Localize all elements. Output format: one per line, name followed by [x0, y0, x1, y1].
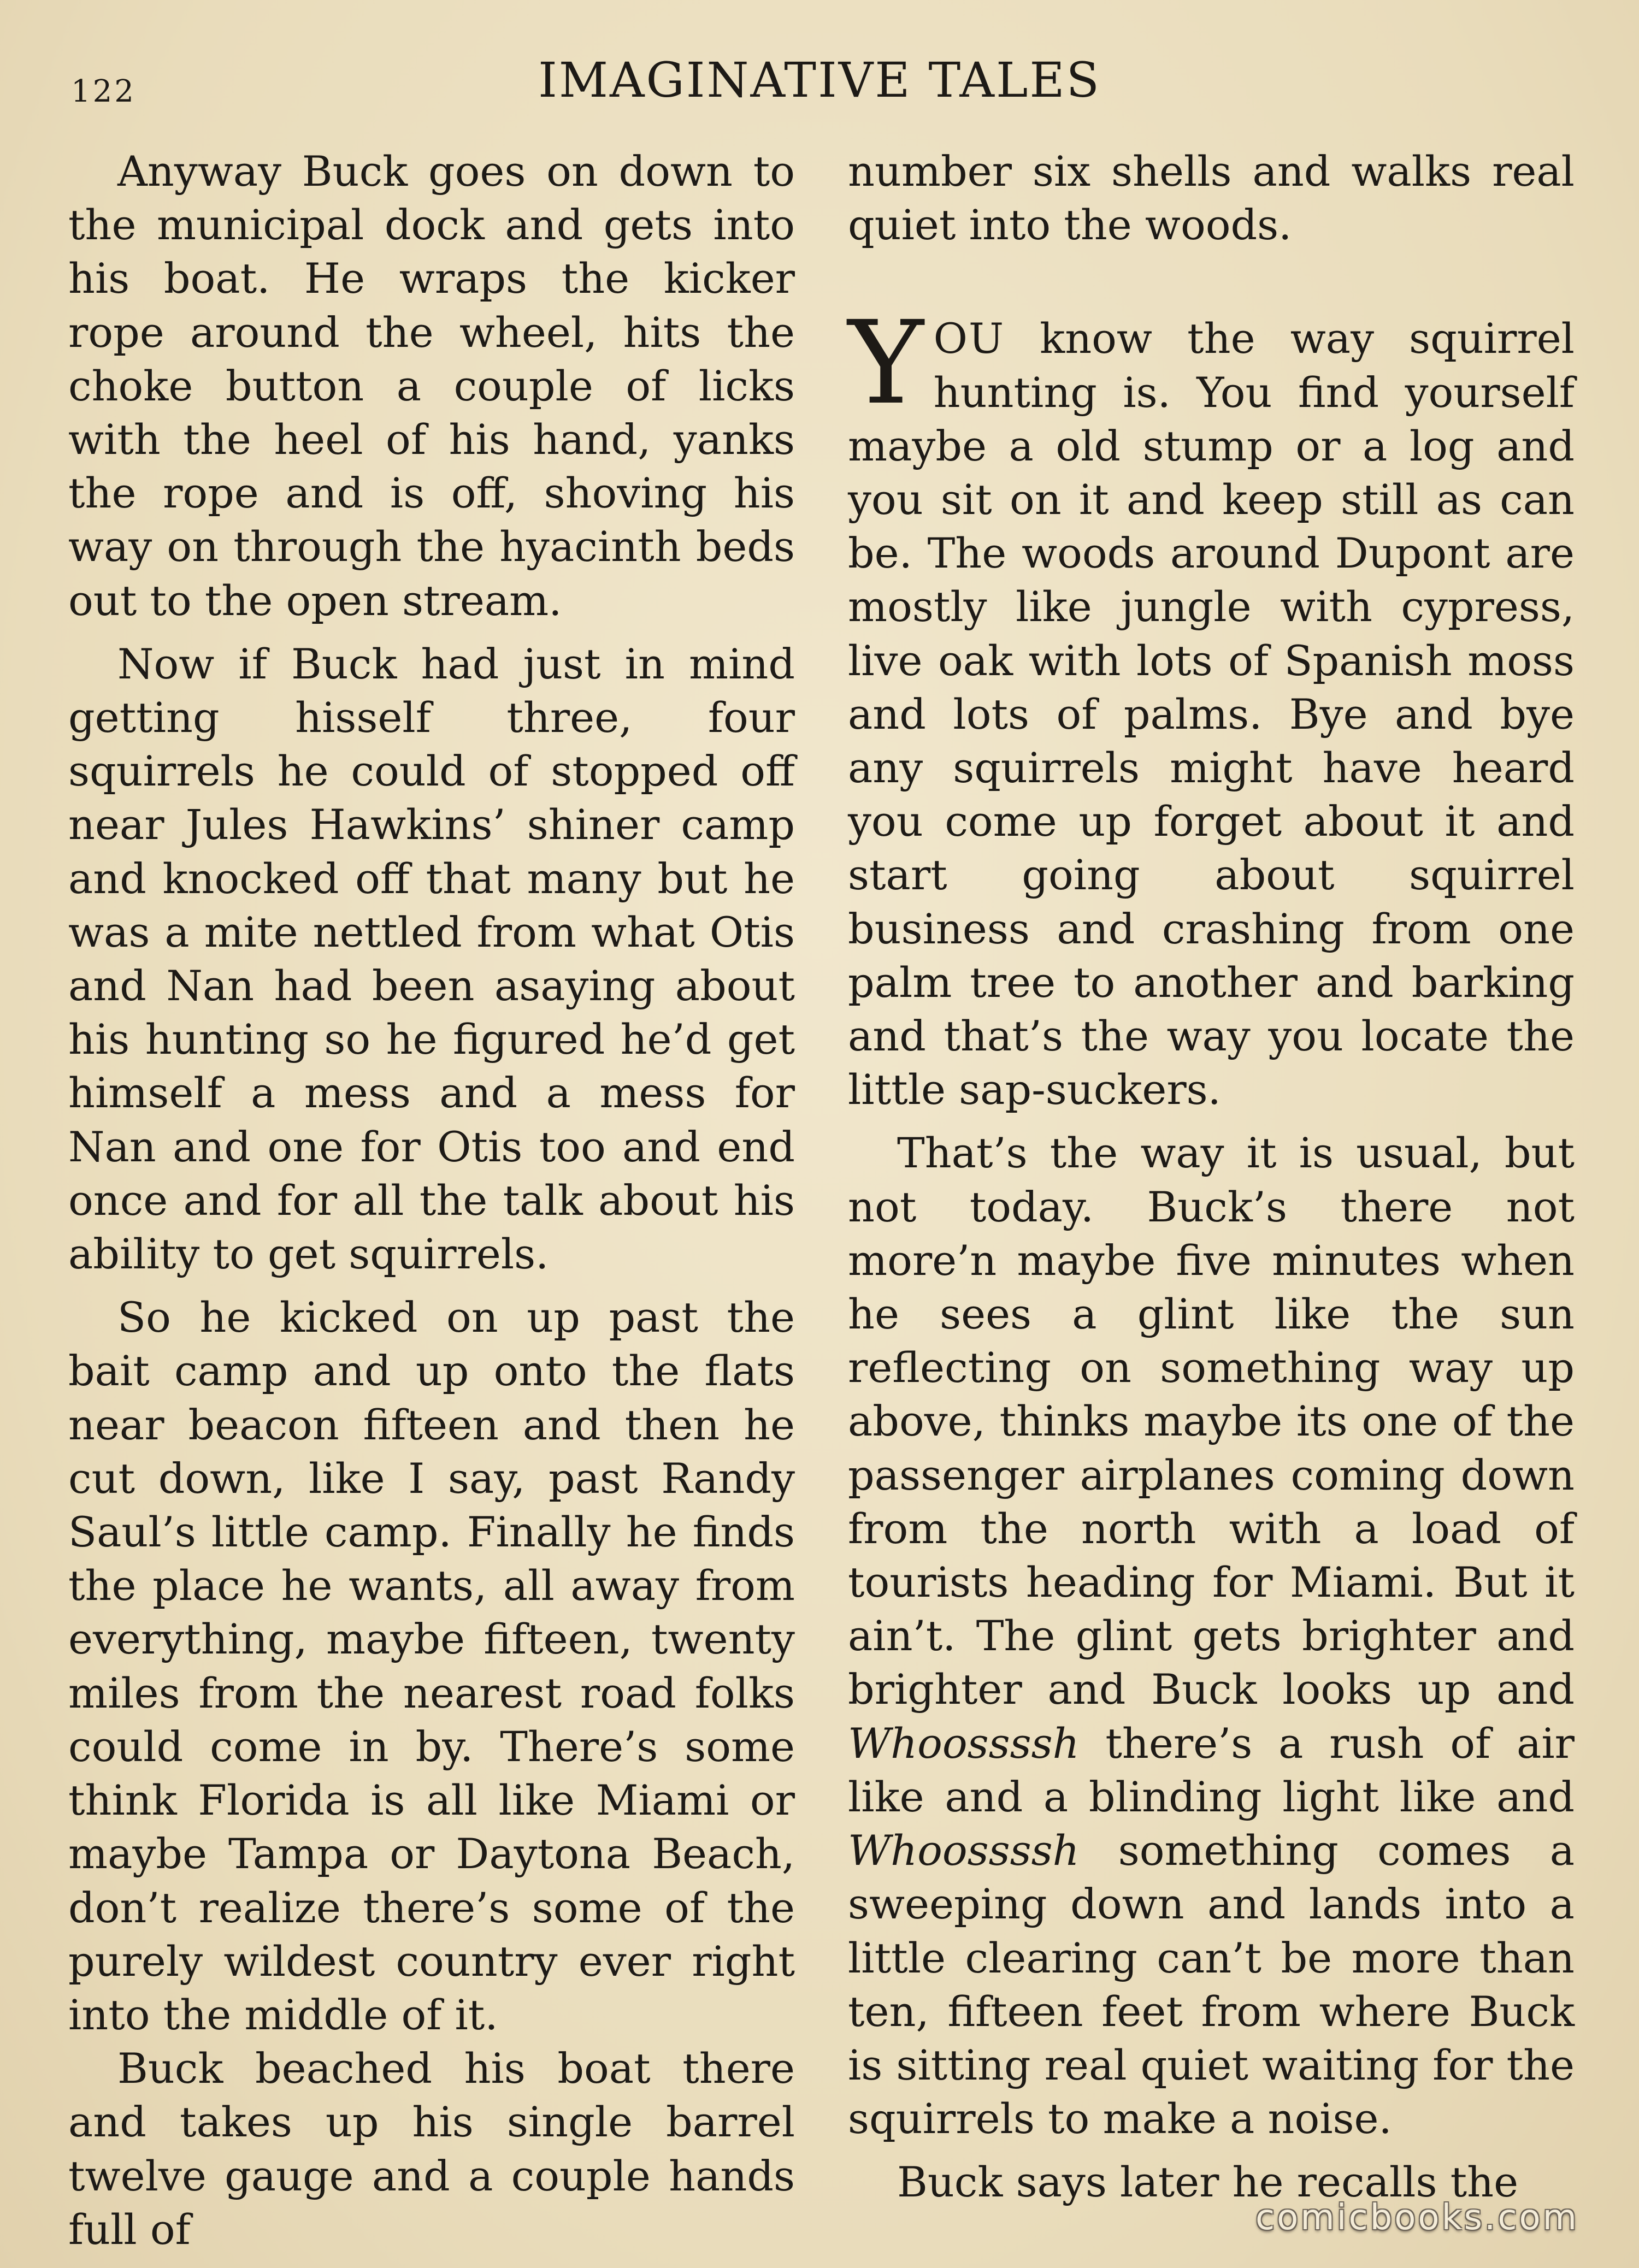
paragraph-text: there’s a rush of air like and a blinding light like and	[848, 1718, 1575, 1821]
lead-in: OU	[933, 314, 1005, 363]
paragraph: Anyway Buck goes on down to the municipal dock and gets into his boat. He wraps the kicker rope around the wheel, hits the choke button a couple of licks with the heel of his hand, yanks the rope and is off, shoving his way on through the hyacinth beds out to the open stream.	[68, 147, 795, 625]
paragraph: So he kicked on up past the bait camp and up onto the flats near beacon fifteen and then he cut down, like I say, past Randy Saul’s little camp. Finally he finds the place he wants, all away from everything, maybe fifteen, twenty miles from the nearest road folks could come in by. There’s some think Florida is all like Miami or maybe Tampa or Daytona Beach, don’t realize there’s some of the purely wildest country ever right into the middle of it.	[68, 1293, 795, 2039]
section-opening-paragraph	[848, 296, 1575, 1117]
page-number: 122	[71, 74, 136, 109]
paragraph: Now if Buck had just in mind getting hisself three, four squirrels he could of stopped off near Jules Hawkins’ shiner camp and knocked off that many but he was a mite nettled from what Otis and Nan had been asaying about his hunting so he figured he’d get himself a mess and a mess for Nan and one for Otis too and end once and for all the talk about his ability to get squirrels.	[68, 639, 795, 1279]
right-column	[848, 145, 1575, 2210]
paragraph-text: know the way squirrel hunting is. You find yourself maybe a old stump or a log and you sit on it and keep still as can be. The woods around Dupont are mostly like jungle with cypress, live oak with lots of Spanish moss and lots of palms. Bye and bye any squirrels might have heard you come up forget about it and start going about squirrel business and crashing from one palm tree to another and barking and that’s the way you locate the little sap-suckers.	[848, 314, 1575, 1114]
site-watermark: comicbooks.com	[1255, 2198, 1579, 2238]
running-title: IMAGINATIVE TALES	[538, 52, 1101, 108]
paragraph: Buck beached his boat there and takes up his single barrel twelve gauge and a couple hands full of	[68, 2044, 795, 2254]
paragraph	[848, 1126, 1575, 2146]
sound-effect: Whoossssh	[848, 1718, 1080, 1768]
paragraph-text: something comes a sweeping down and lands into a little clearing can’t be more than ten, fifteen feet from where Buck is sitting real quiet waiting for the squirrels to make a noise.	[848, 1826, 1575, 2143]
drop-cap: Y	[848, 296, 924, 430]
paragraph-continuation: number six shells and walks real quiet into the woods.	[848, 147, 1575, 250]
sound-effect: Whoossssh	[848, 1826, 1080, 1875]
paragraph: Buck says later he recalls the	[897, 2158, 1519, 2207]
page-header	[0, 52, 1639, 112]
paragraph-text: That’s the way it is usual, but not today. Buck’s there not more’n maybe five minutes when he sees a glint like the sun reflecting on something way up above, thinks maybe its one of the passenger airplanes coming down from the north with a load of tourists heading for Miami. But it ain’t. The glint gets brighter and brighter and Buck looks up and	[848, 1129, 1575, 1714]
left-column	[68, 145, 795, 2257]
